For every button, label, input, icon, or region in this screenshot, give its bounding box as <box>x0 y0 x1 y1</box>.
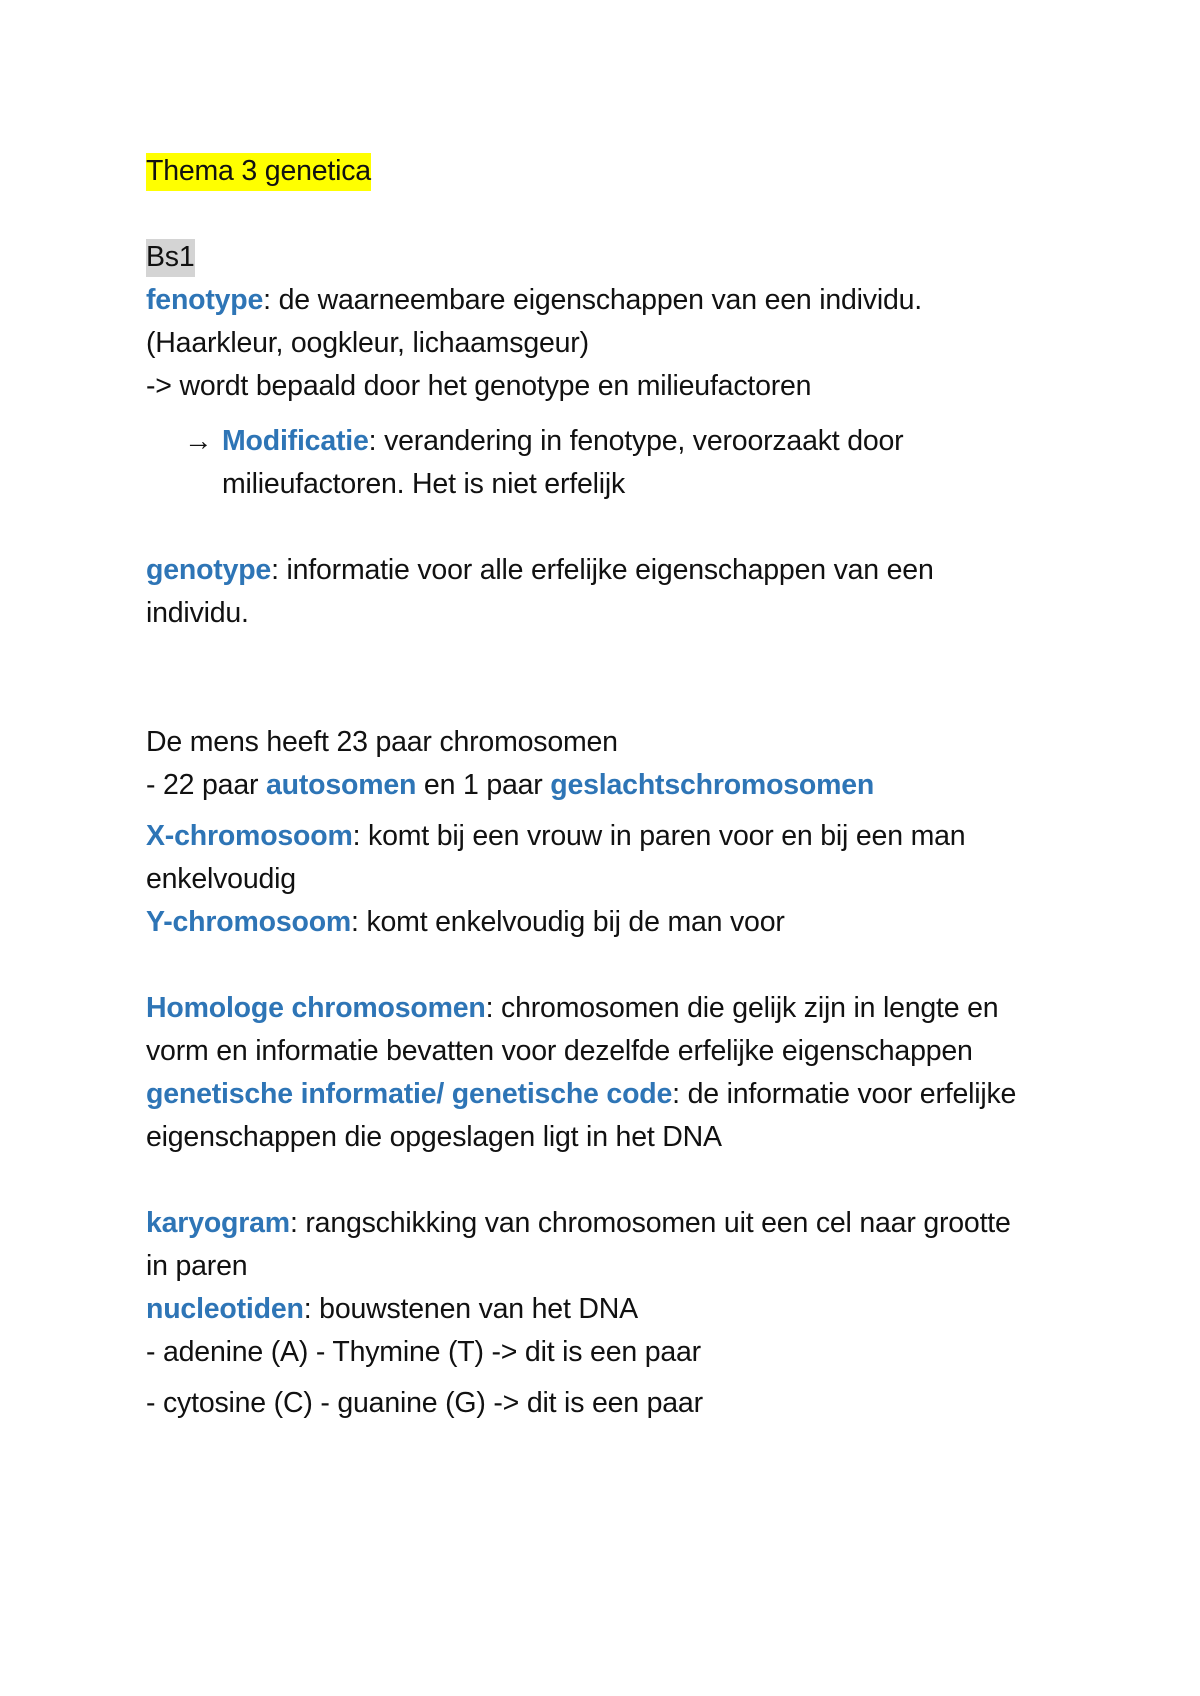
modificatie-definition-2: milieufactoren. Het is niet erfelijk <box>222 468 626 500</box>
spacer <box>146 1159 1086 1202</box>
spacer <box>146 1374 1086 1382</box>
spacer <box>146 506 1086 549</box>
karyogram-text-1: : rangschikking van chromosomen uit een cel naar grootte <box>289 1207 1011 1239</box>
genetische-informatie-text-1: : de informatie voor erfelijke <box>672 1078 1017 1110</box>
term-y-chromosoom: Y-chromosoom <box>146 906 352 938</box>
term-x-chromosoom: X-chromosoom <box>146 820 353 852</box>
modificatie-definition-1: : verandering in fenotype, veroorzaakt door <box>368 425 904 457</box>
karyogram-definition <box>146 1202 1086 1288</box>
genotype-text-1: : informatie voor alle erfelijke eigenschappen van een <box>271 554 934 586</box>
x-chromosoom-text-2: enkelvoudig <box>146 863 296 895</box>
chromosome-pairs <box>146 764 1086 807</box>
homologe-text-2: vorm en informatie bevatten voor dezelfde erfelijke eigenschappen <box>146 1035 973 1067</box>
chromosomes-intro: De mens heeft 23 paar chromosomen <box>146 726 618 758</box>
fenotype-examples: (Haarkleur, oogkleur, lichaamsgeur) <box>146 327 589 359</box>
homologe-text-1: : chromosomen die gelijk zijn in lengte en <box>485 992 999 1024</box>
term-geslachtschromosomen: geslachtschromosomen <box>550 769 875 801</box>
genotype-definition <box>146 549 1086 635</box>
fenotype-definition <box>146 279 1086 322</box>
term-genotype: genotype <box>146 554 272 586</box>
karyogram-text-2: in paren <box>146 1250 248 1282</box>
genetische-informatie-definition <box>146 1073 1086 1159</box>
nucleotiden-text: : bouwstenen van het DNA <box>303 1293 638 1325</box>
genetische-informatie-text-2: eigenschappen die opgeslagen ligt in het DNA <box>146 1121 722 1153</box>
section-line <box>146 236 1086 279</box>
y-chromosoom-definition <box>146 901 1086 944</box>
modificatie-bullet <box>184 420 1086 506</box>
pairs-middle: en 1 paar <box>416 769 551 801</box>
term-fenotype: fenotype <box>146 284 264 316</box>
fenotype-note: -> wordt bepaald door het genotype en milieufactoren <box>146 370 812 402</box>
homologe-definition <box>146 987 1086 1073</box>
spacer <box>146 944 1086 987</box>
term-homologe-chromosomen: Homologe chromosomen <box>146 992 486 1024</box>
spacer <box>146 193 1086 236</box>
pairs-prefix: - 22 paar <box>146 769 266 801</box>
term-autosomen: autosomen <box>266 769 417 801</box>
x-chromosoom-text-1: : komt bij een vrouw in paren voor en bij een man <box>352 820 966 852</box>
base-pair-cg: - cytosine (C) - guanine (G) -> dit is een paar <box>146 1387 703 1419</box>
document-title: Thema 3 genetica <box>146 153 371 191</box>
term-karyogram: karyogram <box>146 1207 290 1239</box>
nucleotiden-definition <box>146 1288 1086 1331</box>
term-nucleotiden: nucleotiden <box>146 1293 304 1325</box>
fenotype-text: : de waarneembare eigenschappen van een individu. <box>263 284 923 316</box>
base-pair-at: - adenine (A) - Thymine (T) -> dit is een paar <box>146 1336 701 1368</box>
spacer <box>146 807 1086 815</box>
section-heading: Bs1 <box>146 239 195 277</box>
term-genetische-informatie: genetische informatie/ genetische code <box>146 1078 673 1110</box>
spacer <box>146 635 1086 721</box>
document-body <box>146 150 1086 1425</box>
x-chromosoom-definition <box>146 815 1086 901</box>
arrow-bullet-icon: → <box>184 425 213 457</box>
genotype-text-2: individu. <box>146 597 249 629</box>
title-line <box>146 150 1086 193</box>
modificatie-text <box>222 420 1086 506</box>
y-chromosoom-text: : komt enkelvoudig bij de man voor <box>351 906 785 938</box>
term-modificatie: Modificatie <box>222 425 369 457</box>
